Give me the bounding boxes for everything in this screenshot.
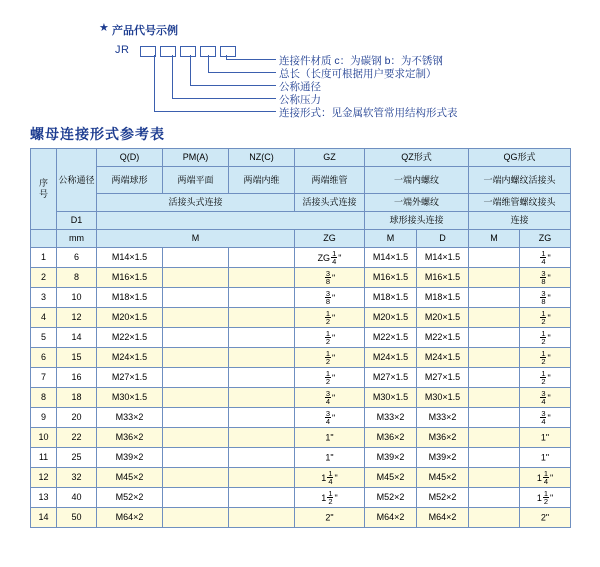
cell-qz-d: M27×1.5: [417, 368, 469, 388]
cell-nz: [229, 408, 295, 428]
leader-line: [190, 55, 191, 85]
table-body: [31, 248, 571, 528]
header-qg-inner-thread-union: 一端内螺纹活接头: [469, 167, 571, 194]
cell-gz: ZG $\frac{1}{4}$ ": [295, 248, 365, 268]
cell-nz: [229, 248, 295, 268]
cell-qd: M18×1.5: [97, 288, 163, 308]
cell-qg-zg: 1": [520, 428, 571, 448]
cell-qz-d: M24×1.5: [417, 348, 469, 368]
cell-seq: 5: [31, 328, 57, 348]
cell-qg-zg: $\frac{3}{4}$ ": [520, 388, 571, 408]
cell-qg-zg: $\frac{1}{4}$ ": [520, 248, 571, 268]
cell-nz: [229, 288, 295, 308]
header-group-qz: QZ形式: [365, 149, 469, 167]
header-unit-qg-zg: ZG: [520, 230, 571, 248]
cell-qg-m: [469, 408, 520, 428]
cell-qz-d: M36×2: [417, 428, 469, 448]
cell-nz: [229, 428, 295, 448]
cell-qd: M27×1.5: [97, 368, 163, 388]
header-qz-outer-thread: 一端外螺纹: [365, 194, 469, 212]
code-box: [180, 46, 196, 57]
table-row: [31, 348, 571, 368]
table-row: [31, 468, 571, 488]
cell-qz-d: M64×2: [417, 508, 469, 528]
cell-pm: [163, 368, 229, 388]
code-box: [220, 46, 236, 57]
cell-gz: 2": [295, 508, 365, 528]
header-qz-ball-connect: 球形接头连接: [365, 212, 469, 230]
cell-seq: 2: [31, 268, 57, 288]
cell-seq: 4: [31, 308, 57, 328]
leader-line: [226, 59, 276, 60]
table-row: [31, 368, 571, 388]
cell-qz-d: M18×1.5: [417, 288, 469, 308]
table-row: [31, 328, 571, 348]
cell-qd: M14×1.5: [97, 248, 163, 268]
header-seq-label: 序 号: [38, 178, 48, 199]
cell-dn: 22: [57, 428, 97, 448]
header-row-ends: [31, 167, 571, 194]
cell-dn: 50: [57, 508, 97, 528]
code-prefix: JR: [115, 44, 130, 56]
table-row: [31, 488, 571, 508]
header-row-union: [31, 194, 571, 212]
header-qd-ends: 两端球形: [97, 167, 163, 194]
cell-qz-m: M36×2: [365, 428, 417, 448]
cell-qz-m: M64×2: [365, 508, 417, 528]
cell-qz-m: M22×1.5: [365, 328, 417, 348]
cell-pm: [163, 308, 229, 328]
header-qg-connect: 连接: [469, 212, 571, 230]
cell-qg-m: [469, 428, 520, 448]
cell-qz-m: M45×2: [365, 468, 417, 488]
header-qg-taper-thread: 一端维管螺纹接头: [469, 194, 571, 212]
cell-qg-zg: $\frac{3}{4}$ ": [520, 408, 571, 428]
header-unit-qz-d: D: [417, 230, 469, 248]
cell-qd: M24×1.5: [97, 348, 163, 368]
header-group-pm: PM(A): [163, 149, 229, 167]
cell-dn: 10: [57, 288, 97, 308]
cell-gz: $\frac{1}{2}$ ": [295, 348, 365, 368]
cell-qz-m: M18×1.5: [365, 288, 417, 308]
cell-qg-m: [469, 248, 520, 268]
cell-qg-m: [469, 268, 520, 288]
cell-nz: [229, 328, 295, 348]
cell-qg-zg: $\frac{1}{2}$ ": [520, 348, 571, 368]
cell-qg-m: [469, 368, 520, 388]
cell-qz-d: M22×1.5: [417, 328, 469, 348]
cell-qz-d: M14×1.5: [417, 248, 469, 268]
cell-qg-zg: $\frac{3}{8}$ ": [520, 288, 571, 308]
cell-pm: [163, 488, 229, 508]
cell-nz: [229, 508, 295, 528]
nut-connection-table: [30, 148, 570, 528]
header-group-nz: NZ(C): [229, 149, 295, 167]
header-group-qg: QG形式: [469, 149, 571, 167]
cell-qg-zg: $\frac{1}{2}$ ": [520, 328, 571, 348]
table-row: [31, 508, 571, 528]
cell-qg-zg: $\frac{1}{2}$ ": [520, 368, 571, 388]
cell-pm: [163, 448, 229, 468]
header-union-gz: 活接头式连接: [295, 194, 365, 212]
cell-pm: [163, 248, 229, 268]
table-row: [31, 248, 571, 268]
cell-seq: 11: [31, 448, 57, 468]
cell-dn: 14: [57, 328, 97, 348]
cell-nz: [229, 488, 295, 508]
cell-seq: 13: [31, 488, 57, 508]
cell-qd: M20×1.5: [97, 308, 163, 328]
cell-qg-zg: $\frac{1}{2}$ ": [520, 308, 571, 328]
cell-pm: [163, 348, 229, 368]
header-d1: D1: [57, 212, 97, 230]
code-box: [160, 46, 176, 57]
cell-qg-zg: $\frac{3}{8}$ ": [520, 268, 571, 288]
table-row: [31, 268, 571, 288]
cell-gz: $\frac{1}{2}$ ": [295, 368, 365, 388]
cell-qz-m: M16×1.5: [365, 268, 417, 288]
cell-qz-m: M27×1.5: [365, 368, 417, 388]
cell-qg-m: [469, 288, 520, 308]
diagram-label-material: 连接件材质 c：为碳钢 b：为不锈钢: [279, 55, 443, 67]
cell-pm: [163, 388, 229, 408]
cell-qg-zg: 1 $\frac{1}{2}$ ": [520, 488, 571, 508]
cell-qd: M64×2: [97, 508, 163, 528]
cell-qz-m: M24×1.5: [365, 348, 417, 368]
cell-nz: [229, 448, 295, 468]
cell-seq: 1: [31, 248, 57, 268]
cell-dn: 32: [57, 468, 97, 488]
leader-line: [154, 111, 276, 112]
cell-nz: [229, 468, 295, 488]
cell-seq: 9: [31, 408, 57, 428]
cell-qd: M16×1.5: [97, 268, 163, 288]
diagram-title: 产品代号示例: [112, 25, 178, 37]
cell-qg-m: [469, 388, 520, 408]
cell-qz-d: M33×2: [417, 408, 469, 428]
leader-line: [208, 72, 276, 73]
leader-line: [208, 55, 209, 72]
cell-seq: 12: [31, 468, 57, 488]
cell-dn: 6: [57, 248, 97, 268]
cell-pm: [163, 328, 229, 348]
cell-dn: 12: [57, 308, 97, 328]
cell-qg-zg: 2": [520, 508, 571, 528]
cell-gz: 1": [295, 448, 365, 468]
cell-qg-m: [469, 348, 520, 368]
cell-dn: 18: [57, 388, 97, 408]
table-row: [31, 408, 571, 428]
header-row-d1: [31, 212, 571, 230]
cell-gz: $\frac{1}{2}$ ": [295, 308, 365, 328]
header-group-qd: Q(D): [97, 149, 163, 167]
cell-qz-d: M30×1.5: [417, 388, 469, 408]
cell-qg-m: [469, 468, 520, 488]
cell-qg-zg: 1 $\frac{1}{4}$ ": [520, 468, 571, 488]
header-seq: [31, 149, 57, 230]
header-dn: 公称通径: [57, 149, 97, 212]
cell-qg-m: [469, 308, 520, 328]
cell-gz: $\frac{3}{4}$ ": [295, 388, 365, 408]
cell-qz-d: M16×1.5: [417, 268, 469, 288]
cell-pm: [163, 268, 229, 288]
header-unit-mm: mm: [57, 230, 97, 248]
header-row-units: [31, 230, 571, 248]
header-unit-m: M: [97, 230, 295, 248]
leader-line: [172, 55, 173, 98]
cell-gz: $\frac{3}{8}$ ": [295, 268, 365, 288]
header-qz-inner-thread: 一端内螺纹: [365, 167, 469, 194]
header-unit-seq: [31, 230, 57, 248]
star-icon: ★: [99, 22, 109, 34]
cell-qg-zg: 1": [520, 448, 571, 468]
cell-nz: [229, 268, 295, 288]
leader-line: [190, 85, 276, 86]
cell-gz: 1": [295, 428, 365, 448]
diagram-label-length: 总长（长度可根据用户要求定制）: [279, 68, 437, 80]
cell-pm: [163, 508, 229, 528]
cell-gz: $\frac{3}{4}$ ": [295, 408, 365, 428]
header-union-left: 活接头式连接: [97, 194, 295, 212]
cell-seq: 14: [31, 508, 57, 528]
cell-qd: M30×1.5: [97, 388, 163, 408]
cell-pm: [163, 468, 229, 488]
cell-seq: 3: [31, 288, 57, 308]
cell-gz: 1 $\frac{1}{2}$ ": [295, 488, 365, 508]
product-code-diagram: [0, 0, 600, 118]
header-unit-qz-m: M: [365, 230, 417, 248]
diagram-label-connection-type: 连接形式：见金属软管常用结构形式表: [279, 107, 458, 119]
cell-dn: 20: [57, 408, 97, 428]
cell-qz-m: M39×2: [365, 448, 417, 468]
cell-dn: 40: [57, 488, 97, 508]
cell-qz-d: M20×1.5: [417, 308, 469, 328]
diagram-label-nominal-pressure: 公称压力: [279, 94, 321, 106]
cell-pm: [163, 288, 229, 308]
diagram-label-nominal-diameter: 公称通径: [279, 81, 321, 93]
cell-qd: M45×2: [97, 468, 163, 488]
cell-qz-m: M30×1.5: [365, 388, 417, 408]
cell-seq: 10: [31, 428, 57, 448]
cell-qz-d: M45×2: [417, 468, 469, 488]
table-title: 螺母连接形式参考表: [30, 126, 165, 142]
cell-nz: [229, 348, 295, 368]
cell-qz-m: M20×1.5: [365, 308, 417, 328]
header-row-groups: [31, 149, 571, 167]
header-pm-ends: 两端平面: [163, 167, 229, 194]
cell-dn: 15: [57, 348, 97, 368]
leader-line: [172, 98, 276, 99]
cell-qz-m: M33×2: [365, 408, 417, 428]
reference-table: [30, 148, 571, 528]
header-unit-zg: ZG: [295, 230, 365, 248]
table-row: [31, 428, 571, 448]
table-row: [31, 448, 571, 468]
cell-dn: 25: [57, 448, 97, 468]
cell-qd: M36×2: [97, 428, 163, 448]
cell-seq: 8: [31, 388, 57, 408]
cell-nz: [229, 388, 295, 408]
cell-qz-d: M52×2: [417, 488, 469, 508]
header-gz-ends: 两端维管: [295, 167, 365, 194]
cell-dn: 16: [57, 368, 97, 388]
cell-seq: 7: [31, 368, 57, 388]
table-row: [31, 288, 571, 308]
cell-pm: [163, 428, 229, 448]
cell-qg-m: [469, 328, 520, 348]
cell-qd: M22×1.5: [97, 328, 163, 348]
header-group-gz: GZ: [295, 149, 365, 167]
cell-qd: M33×2: [97, 408, 163, 428]
table-row: [31, 308, 571, 328]
header-unit-qg-m: M: [469, 230, 520, 248]
cell-qg-m: [469, 488, 520, 508]
cell-nz: [229, 368, 295, 388]
table-head: [31, 149, 571, 248]
leader-line: [154, 55, 155, 111]
cell-qd: M39×2: [97, 448, 163, 468]
cell-dn: 8: [57, 268, 97, 288]
cell-qg-m: [469, 448, 520, 468]
header-nz-ends: 两端内维: [229, 167, 295, 194]
cell-qz-d: M39×2: [417, 448, 469, 468]
cell-qz-m: M52×2: [365, 488, 417, 508]
cell-seq: 6: [31, 348, 57, 368]
cell-qz-m: M14×1.5: [365, 248, 417, 268]
header-blank: [97, 212, 365, 230]
cell-gz: 1 $\frac{1}{4}$ ": [295, 468, 365, 488]
cell-pm: [163, 408, 229, 428]
cell-gz: $\frac{3}{8}$ ": [295, 288, 365, 308]
cell-nz: [229, 308, 295, 328]
cell-gz: $\frac{1}{2}$ ": [295, 328, 365, 348]
cell-qd: M52×2: [97, 488, 163, 508]
cell-qg-m: [469, 508, 520, 528]
table-row: [31, 388, 571, 408]
